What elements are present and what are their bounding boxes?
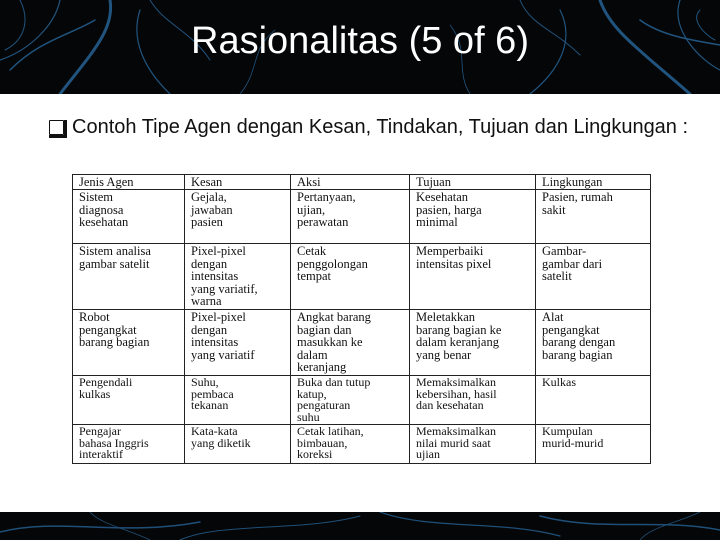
table-cell bbox=[185, 376, 291, 425]
cell-text: Memaksimalkan kebersihan, hasil dan kesehatan bbox=[416, 375, 497, 412]
bullet-item bbox=[50, 113, 700, 141]
cell-text: Cetak latihan, bimbauan, koreksi bbox=[297, 424, 364, 461]
cell-text: Gambar- gambar dari satelit bbox=[542, 244, 603, 283]
table-header-row bbox=[73, 175, 651, 190]
agent-types-table bbox=[72, 174, 651, 464]
table-cell bbox=[291, 244, 410, 310]
slide-title: Rasionalitas (5 of 6) bbox=[191, 20, 529, 62]
table-cell bbox=[410, 310, 536, 376]
table-cell bbox=[536, 190, 651, 244]
table-cell bbox=[73, 376, 185, 425]
table-row bbox=[73, 425, 651, 464]
header-aksi: Aksi bbox=[291, 175, 410, 190]
cell-text: Kumpulan murid-murid bbox=[542, 424, 604, 450]
table-cell bbox=[410, 425, 536, 464]
cell-text: Pengajar bahasa Inggris interaktif bbox=[79, 424, 149, 461]
cell-text: Pertanyaan, ujian, perawatan bbox=[297, 190, 356, 229]
header-lingkungan: Lingkungan bbox=[536, 175, 651, 190]
table-cell bbox=[73, 310, 185, 376]
table-cell bbox=[291, 376, 410, 425]
cell-text: Kesehatan pasien, harga minimal bbox=[416, 190, 482, 229]
table-cell bbox=[291, 425, 410, 464]
table-cell bbox=[410, 190, 536, 244]
header-jenis-agen: Jenis Agen bbox=[73, 175, 185, 190]
cell-text: Cetak penggolongan tempat bbox=[297, 244, 368, 283]
table-cell bbox=[536, 376, 651, 425]
slide-header bbox=[0, 0, 720, 94]
cell-text: Pixel-pixel dengan intensitas yang variatif bbox=[191, 310, 255, 362]
table-row bbox=[73, 190, 651, 244]
table-cell bbox=[185, 310, 291, 376]
cell-text: Robot pengangkat barang bagian bbox=[79, 310, 150, 349]
table-cell bbox=[185, 244, 291, 310]
cell-text: Buka dan tutup katup, pengaturan suhu bbox=[297, 375, 371, 424]
slide-footer bbox=[0, 512, 720, 540]
cell-text: Gejala, jawaban pasien bbox=[191, 190, 233, 229]
cell-text: Alat pengangkat barang dengan barang bagian bbox=[542, 310, 616, 362]
header-kesan: Kesan bbox=[185, 175, 291, 190]
bullet-text: Contoh Tipe Agen dengan Kesan, Tindakan, Tujuan dan Lingkungan : bbox=[72, 116, 689, 138]
cell-text: Pasien, rumah sakit bbox=[542, 190, 613, 217]
cell-text: Pengendali kulkas bbox=[79, 375, 133, 401]
cell-text: Meletakkan barang bagian ke dalam keranjang yang benar bbox=[416, 310, 502, 362]
cell-text: Sistem analisa gambar satelit bbox=[79, 244, 151, 271]
footer-vein-decoration bbox=[0, 512, 720, 540]
cell-text: Kata-kata yang diketik bbox=[191, 424, 251, 450]
table-cell bbox=[536, 425, 651, 464]
table-cell bbox=[185, 425, 291, 464]
cell-text: Memperbaiki intensitas pixel bbox=[416, 244, 492, 271]
table-row bbox=[73, 376, 651, 425]
table-cell bbox=[73, 244, 185, 310]
cell-text: Pixel-pixel dengan intensitas yang variatif, warna bbox=[191, 244, 258, 308]
checkbox-bullet-icon bbox=[49, 120, 64, 135]
table-row bbox=[73, 310, 651, 376]
table-cell bbox=[536, 244, 651, 310]
table-cell bbox=[536, 310, 651, 376]
table-cell bbox=[291, 310, 410, 376]
header-tujuan: Tujuan bbox=[410, 175, 536, 190]
cell-text: Angkat barang bagian dan masukkan ke dalam keranjang bbox=[297, 310, 371, 374]
table-cell bbox=[73, 425, 185, 464]
cell-text: Kulkas bbox=[542, 375, 576, 389]
cell-text: Sistem diagnosa kesehatan bbox=[79, 190, 129, 229]
table-row bbox=[73, 244, 651, 310]
cell-text: Suhu, pembaca tekanan bbox=[191, 375, 234, 412]
table-cell bbox=[410, 244, 536, 310]
table-cell bbox=[73, 190, 185, 244]
table-cell bbox=[185, 190, 291, 244]
table-cell bbox=[410, 376, 536, 425]
table-cell bbox=[291, 190, 410, 244]
cell-text: Memaksimalkan nilai murid saat ujian bbox=[416, 424, 496, 461]
